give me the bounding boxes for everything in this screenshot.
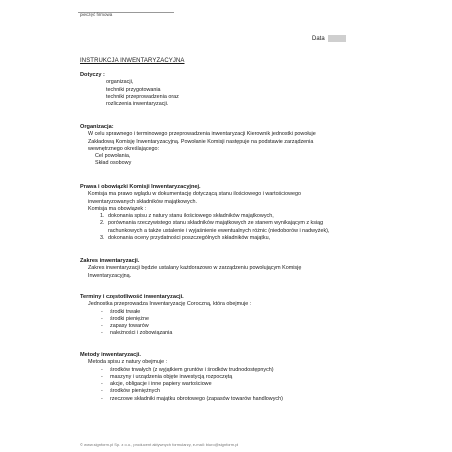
list-item: organizacji, xyxy=(106,79,134,86)
paragraph-line: Jednostka przeprowadza Inwentaryzację Coroczną, która obejmuje : xyxy=(88,301,252,308)
footer-text: © www.signform.pl Sp. z o.o., producent aktywnych formularzy, e-mail: biuro@signform.pl xyxy=(80,442,239,447)
paragraph-line: inwentaryzowanych składników majątkowych. xyxy=(88,198,198,205)
list-item xyxy=(80,374,410,381)
list-item xyxy=(80,396,410,403)
item-text: dokonania spisu z natury stanu ilościowego składników majątkowych, xyxy=(108,213,274,220)
list-item xyxy=(80,388,410,395)
section-metody xyxy=(80,352,410,403)
paragraph-line: Zakres inwentaryzacji będzie ustalany każdorazowo w zarządzeniu powołującym Komisję xyxy=(88,265,302,272)
list-item xyxy=(80,381,410,388)
date-label: Data xyxy=(312,35,325,42)
stamp-label: pieczęć firmowa xyxy=(80,12,113,17)
list-item xyxy=(80,309,410,316)
section-heading: Metody inwentaryzacji. xyxy=(80,352,141,358)
numbered-item xyxy=(80,220,410,235)
item-text: środki trwałe xyxy=(110,308,141,315)
list-item: rozliczenia inwentaryzacji. xyxy=(106,101,169,108)
list-item: Skład osobowy xyxy=(95,160,132,167)
paragraph-line: Komisja ma obowiązek : xyxy=(88,205,147,212)
bullet-dash: - xyxy=(101,308,103,315)
document-title: INSTRUKCJA INWENTARYZACYJNA xyxy=(80,58,185,64)
bullet-dash: - xyxy=(101,381,103,388)
numbered-item xyxy=(80,235,410,242)
item-text-line: porównania rzeczywistego stanu składników majątkowych ze stanem wynikającym z ksiąg xyxy=(108,220,324,227)
list-item: techniki przygotowania xyxy=(106,86,161,93)
bullet-dash: - xyxy=(101,373,103,380)
numbered-item xyxy=(80,213,410,220)
item-text: należności i zobowiązania xyxy=(110,330,173,337)
list-item xyxy=(80,316,410,323)
item-text: środków trwałych (z wyjątkiem gruntów i środków trudnodostępnych) xyxy=(110,366,274,373)
bullet-dash: - xyxy=(101,388,103,395)
paragraph-line: W celu sprawnego i terminowego przeprowadzenia inwentaryzacji Kierownik jednostki powołuje xyxy=(88,131,316,138)
bullet-dash: - xyxy=(101,330,103,337)
paragraph-line: Komisja ma prawo wglądu w dokumentację dotyczącą stanu ilościowego i wartościowego xyxy=(88,191,302,198)
bullet-dash: - xyxy=(101,395,103,402)
item-text: środki pieniężne xyxy=(110,315,149,322)
list-item: Cel powołania, xyxy=(95,153,131,160)
item-text-line: rachunkowych a także ustalenie i wyjaśnienie ewentualnych różnic (niedoborów i nadwyżek), xyxy=(108,227,330,234)
section-organizacja xyxy=(80,124,410,168)
paragraph-line: Metoda spisu z natury obejmuje : xyxy=(88,359,168,366)
item-text: rzeczowe składniki majątku obrotowego (zapasów towarów handlowych) xyxy=(110,395,283,402)
bullet-dash: - xyxy=(101,323,103,330)
section-terminy xyxy=(80,294,410,338)
list-item xyxy=(80,367,410,374)
list-item xyxy=(80,330,410,337)
paragraph-line: wewnętrznego określającego: xyxy=(88,145,160,152)
section-zakres xyxy=(80,258,410,280)
date-row xyxy=(312,35,346,42)
item-number: 2. xyxy=(100,220,105,227)
section-prawa xyxy=(80,184,410,242)
list-item: techniki przeprowadzenia oraz xyxy=(106,93,179,100)
paragraph-line: Inwentaryzacyjną. xyxy=(88,272,132,279)
item-text: dokonania oceny przydatności poszczególnych składników majątku, xyxy=(108,235,271,242)
item-text: akcje, obligacje i inne papiery wartościowe xyxy=(110,381,212,388)
item-number: 1. xyxy=(100,213,105,220)
item-text xyxy=(108,220,410,235)
item-text: maszyny i urządzenia objęte inwestycją rozpoczętą xyxy=(110,373,233,380)
section-heading: Zakres inwentaryzacji. xyxy=(80,258,140,264)
date-field[interactable] xyxy=(328,35,346,42)
section-heading: Organizacja: xyxy=(80,124,114,130)
bullet-dash: - xyxy=(101,366,103,373)
section-dotyczy xyxy=(80,72,410,108)
bullet-dash: - xyxy=(101,315,103,322)
item-text: zapasy towarów xyxy=(110,323,149,330)
item-number: 3. xyxy=(100,235,105,242)
section-heading: Terminy i częstotliwość inwentaryzacji. xyxy=(80,294,184,300)
item-text: środków pieniężnych xyxy=(110,388,161,395)
list-item xyxy=(80,323,410,330)
section-heading: Dotyczy : xyxy=(80,72,105,78)
section-heading: Prawa i obowiązki Komisji Inwentaryzacyjnej. xyxy=(80,184,201,190)
paragraph-line: Zakładową Komisję Inwentaryzacyjną. Powołanie Komisji następuje na podstawie zarządzenia xyxy=(88,138,314,145)
